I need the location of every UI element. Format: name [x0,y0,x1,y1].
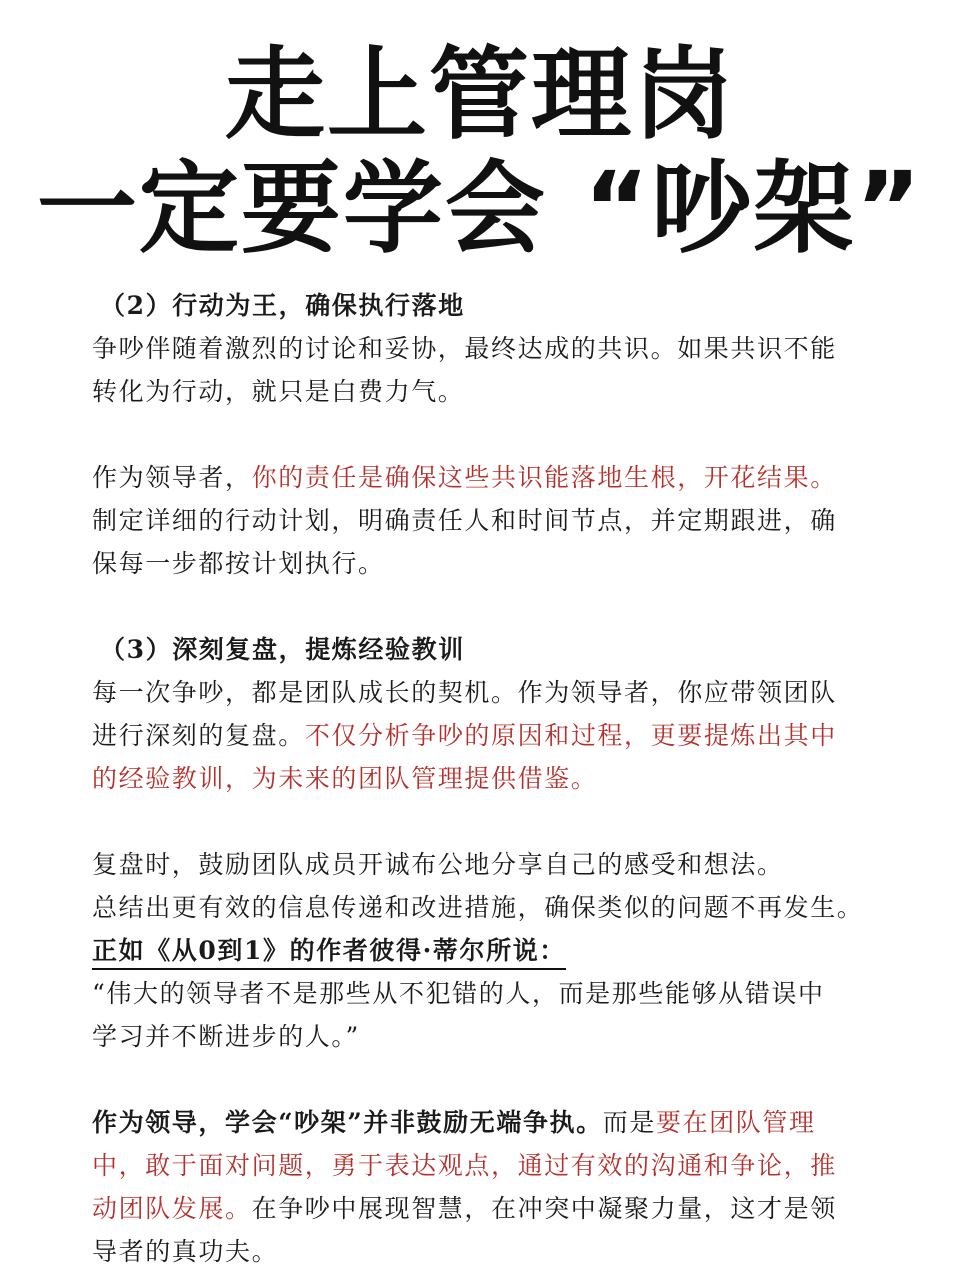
section-3-p1-line-2-highlight: 不仅分析争吵的原因和过程，更要提炼出其中 [304,721,837,750]
spacer [92,413,892,456]
article-body [92,284,892,1273]
conclusion-line-2: 中，敢于面对问题，勇于表达观点，通过有效的沟通和争论，推 [92,1151,837,1180]
section-3-p1-line-2-prefix: 进行深刻的复盘。 [92,721,305,750]
quote-intro: 正如《从0到1》的作者彼得·蒂尔所说： [92,934,566,970]
quote-intro-line [92,929,892,972]
section-2-p2-line-2: 制定详细的行动计划，明确责任人和时间节点，并定期跟进，确 [92,506,837,535]
spacer [92,585,892,628]
conclusion-highlight-3: 动团队发展。 [92,1194,252,1223]
quote-line-1: “伟大的领导者不是那些从不犯错的人，而是那些能够从错误中 [92,979,825,1008]
conclusion-line-3 [92,1187,892,1230]
conclusion-bold: 作为领导，学会“吵架”并非鼓励无端争执。 [92,1108,603,1137]
section-3-p1-line-3: 的经验教训，为未来的团队管理提供借鉴。 [92,764,598,793]
section-3-p1-line-2 [92,714,892,757]
quote-line-2: 学习并不断进步的人。” [92,1022,360,1051]
conclusion-line-3-plain: 在争吵中展现智慧，在冲突中凝聚力量，这才是领 [251,1194,837,1223]
conclusion-line-1 [92,1101,892,1144]
spacer [92,800,892,843]
section-2-p1-line-2: 转化为行动，就只是白费力气。 [92,377,465,406]
conclusion-plain: 而是 [602,1108,656,1137]
section-2-heading: （2）行动为王，确保执行落地 [100,291,465,320]
section-2-p2-line-3: 保每一步都按计划执行。 [92,549,385,578]
section-2-p2-prefix: 作为领导者， [92,463,252,492]
section-2-p2-highlight: 你的责任是确保这些共识能落地生根，开花结果。 [251,463,837,492]
conclusion-line-4: 导者的真功夫。 [92,1237,279,1266]
conclusion-highlight-1: 要在团队管理 [655,1108,816,1137]
section-2-p2-line-1 [92,456,892,499]
spacer [92,1058,892,1101]
title-line-1: 走上管理岗 [225,36,735,153]
section-3-p1-line-1: 每一次争吵，都是团队成长的契机。作为领导者，你应带领团队 [92,678,837,707]
section-3-p2-line-1: 复盘时，鼓励团队成员开诚布公地分享自己的感受和想法。 [92,850,784,879]
section-3-heading: （3）深刻复盘，提炼经验教训 [100,635,465,664]
title-line-2: 一定要学会 “吵架” [36,150,924,267]
section-3-p2-line-2: 总结出更有效的信息传递和改进措施，确保类似的问题不再发生。 [92,893,864,922]
section-2-p1-line-1: 争吵伴随着激烈的讨论和妥协，最终达成的共识。如果共识不能 [92,334,837,363]
